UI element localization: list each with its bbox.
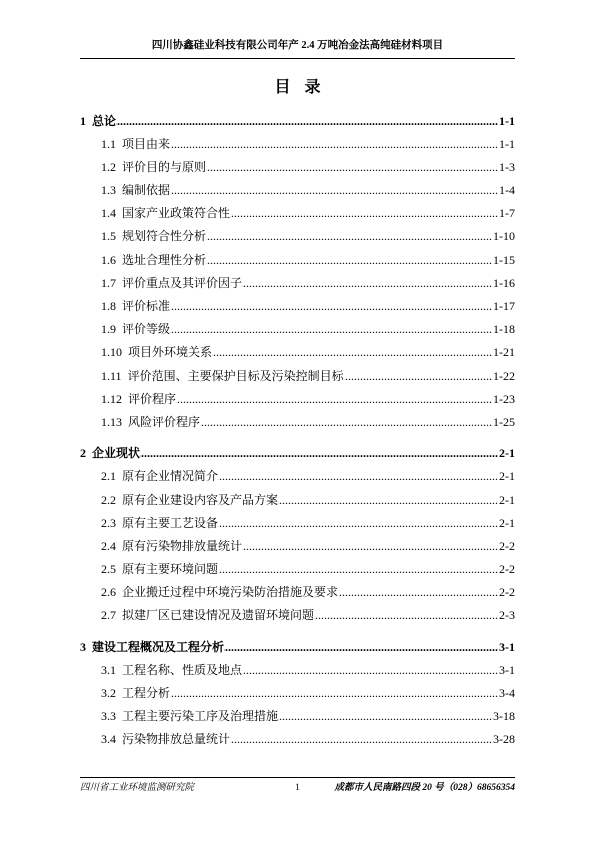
- dot-leader: [212, 341, 492, 364]
- dot-leader: [338, 581, 498, 604]
- dot-leader: [230, 728, 492, 751]
- dot-leader: [206, 156, 498, 179]
- section-number: 1.9: [101, 322, 116, 337]
- page-reference: 2-2: [499, 538, 515, 553]
- section-number: 1.3: [101, 183, 116, 198]
- section-title: 原有企业情况简介: [122, 469, 219, 484]
- page-reference: 2-1: [499, 492, 515, 507]
- section-title: 编制依据: [122, 183, 171, 198]
- dot-leader: [218, 465, 498, 488]
- section-number: 1.12: [101, 391, 122, 406]
- page-reference: 1-1: [499, 136, 515, 151]
- header-rule: [80, 58, 515, 59]
- toc-section-entry: [80, 512, 515, 535]
- section-number: 2.2: [101, 492, 116, 507]
- dot-leader: [242, 272, 492, 295]
- dot-leader: [176, 388, 492, 411]
- page-reference: 2-1: [499, 469, 515, 484]
- section-title: 项目外环境关系: [128, 345, 213, 360]
- section-number: 2.3: [101, 515, 116, 530]
- dot-leader: [206, 225, 492, 248]
- section-title: 评价目的与原则: [122, 159, 207, 174]
- page-reference: 1-25: [493, 414, 515, 429]
- toc-section-entry: [80, 318, 515, 341]
- section-title: 选址合理性分析: [122, 252, 207, 267]
- section-title: 评价等级: [122, 322, 171, 337]
- page-reference: 1-3: [499, 159, 515, 174]
- dot-leader: [170, 682, 498, 705]
- section-title: 原有污染物排放量统计: [122, 538, 243, 553]
- dot-leader: [224, 636, 498, 659]
- table-of-contents: [80, 110, 515, 752]
- footer-address: 成都市人民南路四段 20 号（028）68656354: [334, 783, 515, 793]
- page-reference: 1-21: [493, 345, 515, 360]
- section-number: 3.3: [101, 709, 116, 724]
- dot-leader: [218, 558, 498, 581]
- section-title: 评价标准: [122, 299, 171, 313]
- toc-section-entry: [80, 489, 515, 512]
- section-number: 1.7: [101, 275, 116, 290]
- section-number: 1.5: [101, 229, 116, 244]
- toc-section-entry: [80, 225, 515, 248]
- section-number: 2.5: [101, 562, 116, 577]
- section-number: 3.2: [101, 686, 116, 700]
- footer-page-number: 1: [295, 783, 300, 793]
- section-title: 原有主要工艺设备: [122, 515, 219, 530]
- page-reference: 1-15: [493, 252, 515, 267]
- page-reference: 3-1: [499, 639, 515, 654]
- dot-leader: [242, 535, 498, 558]
- running-header: 四川协鑫硅业科技有限公司年产 2.4 万吨冶金法高纯硅材料项目: [151, 40, 444, 51]
- section-title: 国家产业政策符合性: [122, 206, 231, 221]
- dot-leader: [170, 133, 498, 156]
- dot-leader: [200, 411, 492, 434]
- section-title: 原有企业建设内容及产品方案: [122, 492, 279, 507]
- section-title: 评价范围、主要保护目标及污染控制目标: [127, 368, 344, 383]
- footer-organization: 四川省工业环境监测研究院: [80, 783, 195, 793]
- dot-leader: [170, 318, 492, 341]
- toc-section-entry: [80, 728, 515, 751]
- dot-leader: [344, 365, 492, 388]
- toc-section-entry: [80, 581, 515, 604]
- section-number: 1.8: [101, 299, 116, 313]
- section-title: 规划符合性分析: [122, 229, 207, 244]
- page-reference: 2-1: [499, 446, 515, 461]
- section-title: 工程分析: [122, 686, 171, 700]
- chapter-title: 建设工程概况及工程分析: [92, 639, 225, 654]
- toc-section-entry: [80, 365, 515, 388]
- section-number: 2.4: [101, 538, 116, 553]
- section-number: 2.7: [101, 608, 116, 623]
- section-number: 1.2: [101, 159, 116, 174]
- section-title: 拟建厂区已建设情况及遗留环境问题: [122, 608, 315, 623]
- section-title: 原有主要环境问题: [122, 562, 219, 577]
- section-title: 评价重点及其评价因子: [122, 275, 243, 290]
- toc-section-entry: [80, 179, 515, 202]
- section-number: 3.1: [101, 662, 116, 677]
- toc-title: 目 录: [274, 79, 326, 96]
- page-reference: 3-28: [493, 732, 515, 747]
- section-title: 工程主要污染工序及治理措施: [122, 709, 279, 724]
- section-number: 1.4: [101, 206, 116, 221]
- section-number: 2.1: [101, 469, 116, 484]
- page-reference: 1-16: [493, 275, 515, 290]
- toc-section-entry: [80, 295, 515, 318]
- dot-leader: [242, 659, 498, 682]
- page-reference: 3-1: [499, 662, 515, 677]
- section-number: 1.13: [101, 414, 122, 429]
- footer-rule: [80, 777, 515, 778]
- dot-leader: [140, 442, 498, 465]
- page-reference: 3-18: [493, 709, 515, 724]
- dot-leader: [278, 705, 492, 728]
- chapter-number: 2: [80, 446, 86, 461]
- section-title: 污染物排放总量统计: [122, 732, 231, 747]
- page-reference: 1-17: [493, 299, 515, 313]
- toc-section-entry: [80, 202, 515, 225]
- toc-section-entry: [80, 341, 515, 364]
- toc-section-entry: [80, 682, 515, 705]
- toc-section-entry: [80, 388, 515, 411]
- toc-section-entry: [80, 411, 515, 434]
- page-reference: 3-4: [499, 686, 515, 700]
- dot-leader: [116, 110, 498, 133]
- dot-leader: [230, 202, 498, 225]
- toc-section-entry: [80, 535, 515, 558]
- toc-section-entry: [80, 604, 515, 627]
- toc-chapter-entry: [80, 442, 515, 465]
- toc-section-entry: [80, 156, 515, 179]
- chapter-title: 企业现状: [92, 446, 141, 461]
- toc-chapter-entry: [80, 636, 515, 659]
- section-number: 1.11: [101, 368, 122, 383]
- section-title: 风险评价程序: [128, 414, 201, 429]
- chapter-number: 1: [80, 113, 86, 128]
- section-number: 3.4: [101, 732, 116, 747]
- dot-leader: [206, 249, 492, 272]
- page-reference: 2-2: [499, 562, 515, 577]
- dot-leader: [170, 179, 498, 202]
- toc-section-entry: [80, 133, 515, 156]
- page-reference: 2-3: [499, 608, 515, 623]
- page-reference: 1-7: [499, 206, 515, 221]
- page-reference: 2-1: [499, 515, 515, 530]
- page-reference: 1-1: [499, 113, 515, 128]
- section-number: 1.6: [101, 252, 116, 267]
- section-title: 评价程序: [128, 391, 177, 406]
- page-reference: 1-4: [499, 183, 515, 198]
- toc-section-entry: [80, 659, 515, 682]
- toc-section-entry: [80, 558, 515, 581]
- page-reference: 1-23: [493, 391, 515, 406]
- page-reference: 1-18: [493, 322, 515, 337]
- toc-chapter-entry: [80, 110, 515, 133]
- toc-section-entry: [80, 249, 515, 272]
- dot-leader: [278, 489, 498, 512]
- dot-leader: [218, 512, 498, 535]
- section-title: 企业搬迁过程中环境污染防治措施及要求: [122, 585, 339, 600]
- section-title: 项目由来: [122, 136, 171, 151]
- page-reference: 1-10: [493, 229, 515, 244]
- page-reference: 2-2: [499, 585, 515, 600]
- dot-leader: [170, 295, 492, 318]
- chapter-title: 总论: [92, 113, 117, 128]
- toc-section-entry: [80, 705, 515, 728]
- chapter-number: 3: [80, 639, 86, 654]
- section-number: 1.1: [101, 136, 116, 151]
- section-number: 2.6: [101, 585, 116, 600]
- dot-leader: [314, 604, 498, 627]
- page-footer: [80, 781, 515, 795]
- section-title: 工程名称、性质及地点: [122, 662, 243, 677]
- section-number: 1.10: [101, 345, 122, 360]
- toc-section-entry: [80, 272, 515, 295]
- page-reference: 1-22: [493, 368, 515, 383]
- toc-section-entry: [80, 465, 515, 488]
